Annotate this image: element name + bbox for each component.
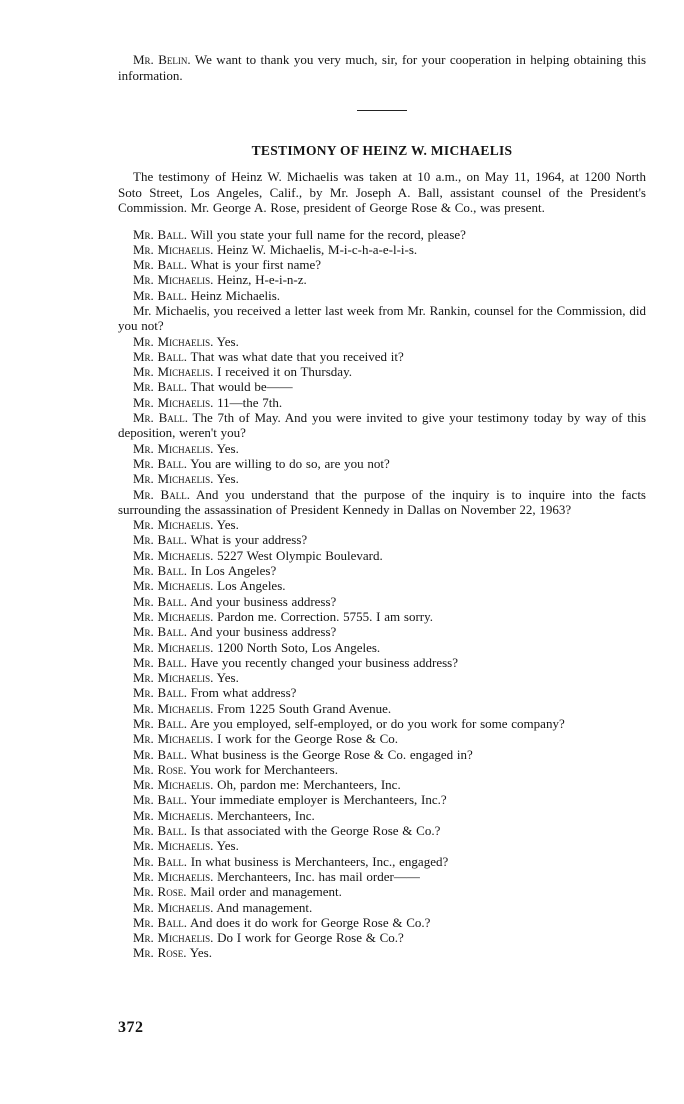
testimony-line <box>118 441 646 456</box>
testimony-line <box>118 364 646 379</box>
line-text: In what business is Merchanteers, Inc., engaged? <box>190 853 449 869</box>
testimony-line <box>118 563 646 578</box>
speaker-label: Mr. Ball. <box>133 685 187 701</box>
testimony-line <box>118 578 646 593</box>
testimony-line <box>118 349 646 364</box>
speaker-label: Mr. Ball. <box>133 746 187 762</box>
testimony-line <box>118 685 646 700</box>
line-text: Do I work for George Rose & Co.? <box>217 930 404 946</box>
speaker-label: Mr. Michaelis. <box>133 868 214 884</box>
testimony-line <box>118 823 646 838</box>
testimony-line <box>118 471 646 486</box>
line-text: You work for Merchanteers. <box>189 761 338 777</box>
line-text: Are you employed, self-employed, or do you work for some company? <box>190 716 565 731</box>
line-text: From what address? <box>190 685 297 701</box>
line-text: That was what date that you received it? <box>190 348 404 364</box>
speaker-label: Mr. Michaelis. <box>133 517 214 533</box>
speaker-label: Mr. Rose. <box>133 761 187 777</box>
line-text: Yes. <box>216 440 239 456</box>
speaker-label: Mr. Michaelis. <box>133 670 214 686</box>
line-text: From 1225 South Grand Avenue. <box>217 700 392 716</box>
line-text: 1200 North Soto, Los Angeles. <box>217 639 381 655</box>
line-text: Merchanteers, Inc. <box>217 807 315 823</box>
speaker-label: Mr. Ball. <box>133 455 187 471</box>
line-text: Yes. <box>216 838 239 854</box>
speaker-label: Mr. Ball. <box>133 654 187 670</box>
line-text: Pardon me. Correction. 5755. I am sorry. <box>217 608 434 624</box>
testimony-line <box>118 242 646 257</box>
section-divider <box>357 110 407 111</box>
testimony-line <box>118 945 646 960</box>
speaker-label: Mr. Rose. <box>133 884 187 900</box>
line-text: What is your first name? <box>190 257 322 273</box>
line-text: Heinz, H-e-i-n-z. <box>217 272 307 288</box>
testimony-line <box>118 670 646 685</box>
speaker-label: Mr. Michaelis. <box>133 838 214 854</box>
testimony-line <box>118 395 646 410</box>
line-text: I work for the George Rose & Co. <box>217 731 399 747</box>
testimony-line <box>118 334 646 349</box>
speaker-label: Mr. Ball. <box>133 914 187 930</box>
line-text: Yes. <box>216 333 239 349</box>
testimony-line <box>118 792 646 807</box>
speaker-label: Mr. Ball. <box>133 287 187 303</box>
speaker-label: Mr. Michaelis. <box>133 731 214 747</box>
testimony-line <box>118 747 646 762</box>
testimony-line <box>118 731 646 746</box>
line-text: 11—the 7th. <box>217 394 283 410</box>
line-text: Mr. Michaelis, you received a letter last week from Mr. Rankin, counsel for the Commission, did you not? <box>118 302 646 334</box>
line-text: Yes. <box>216 670 239 686</box>
testimony-line <box>118 915 646 930</box>
line-text: Yes. <box>216 471 239 487</box>
testimony-line <box>118 854 646 869</box>
speaker-label: Mr. Ball. <box>133 853 187 869</box>
speaker-label: Mr. Ball. <box>133 379 187 395</box>
testimony-line <box>118 838 646 853</box>
testimony-line <box>118 532 646 547</box>
line-text: Heinz W. Michaelis, M-i-c-h-a-e-l-i-s. <box>217 241 418 257</box>
line-text: And your business address? <box>190 624 337 640</box>
speaker-label: Mr. Ball. <box>133 624 187 640</box>
testimony-line <box>118 762 646 777</box>
line-text: Yes. <box>216 517 239 533</box>
testimony-line <box>118 227 646 242</box>
speaker-label: Mr. Ball. <box>133 486 190 502</box>
testimony-line <box>118 288 646 303</box>
line-text: Have you recently changed your business address? <box>190 654 458 670</box>
speaker-label: Mr. Ball. <box>133 563 187 579</box>
line-text: You are willing to do so, are you not? <box>190 455 390 471</box>
intro-paragraph: The testimony of Heinz W. Michaelis was taken at 10 a.m., on May 11, 1964, at 1200 North Soto Street, Los Angeles, Calif., by Mr. Joseph A. Ball, assistant counsel of the President's Commission. Mr. George A. Rose, president of George Rose & Co., was present. <box>118 169 646 215</box>
speaker-label: Mr. Michaelis. <box>133 578 214 594</box>
closing-text: We want to thank you very much, sir, for your cooperation in helping obtaining this information. <box>118 52 646 83</box>
speaker-label: Mr. Michaelis. <box>133 440 214 456</box>
speaker-label: Mr. Michaelis. <box>133 241 214 257</box>
testimony-line <box>118 716 646 731</box>
speaker-label: Mr. Rose. <box>133 945 187 961</box>
speaker-label: Mr. Michaelis. <box>133 700 214 716</box>
speaker-label: Mr. Michaelis. <box>133 807 214 823</box>
line-text: The 7th of May. And you were invited to give your testimony today by way of this deposition, weren't you? <box>118 410 647 441</box>
transcript-page <box>118 52 646 961</box>
testimony-line <box>118 930 646 945</box>
speaker-label: Mr. Michaelis. <box>133 608 214 624</box>
testimony-line <box>118 257 646 272</box>
testimony-line <box>118 624 646 639</box>
line-text: And management. <box>216 899 313 915</box>
testimony-line <box>118 869 646 884</box>
line-text: Your immediate employer is Merchanteers, Inc.? <box>190 792 447 808</box>
line-text: What is your address? <box>190 532 308 548</box>
speaker-label: Mr. Michaelis. <box>133 777 214 793</box>
speaker-label: Mr. Michaelis. <box>133 364 214 380</box>
speaker-label: Mr. Michaelis. <box>133 272 214 288</box>
line-text: What business is the George Rose & Co. engaged in? <box>190 746 473 762</box>
line-text: Oh, pardon me: Merchanteers, Inc. <box>217 777 401 793</box>
speaker-label: Mr. Ball. <box>133 823 187 839</box>
closing-paragraph <box>118 52 646 83</box>
testimony-line <box>118 517 646 532</box>
speaker-label: Mr. Michaelis. <box>133 899 214 915</box>
speaker-label: Mr. Michaelis. <box>133 547 214 563</box>
testimony-line <box>118 609 646 624</box>
speaker-label: Mr. Ball. <box>133 716 187 731</box>
speaker-label: Mr. Ball. <box>133 348 187 364</box>
line-text: Mail order and management. <box>190 884 342 900</box>
testimony-line <box>118 701 646 716</box>
line-text: In Los Angeles? <box>190 563 277 579</box>
testimony-line <box>118 884 646 899</box>
line-text: Yes. <box>189 945 212 961</box>
line-text: Heinz Michaelis. <box>190 287 281 303</box>
line-text: And does it do work for George Rose & Co.? <box>190 914 431 930</box>
speaker-label: Mr. Ball. <box>133 410 188 426</box>
speaker-label: Mr. Michaelis. <box>133 394 214 410</box>
testimony-line <box>118 777 646 792</box>
speaker-label: Mr. Ball. <box>133 257 187 273</box>
speaker-label: Mr. Michaelis. <box>133 639 214 655</box>
testimony-line <box>118 808 646 823</box>
testimony-line <box>118 379 646 394</box>
testimony-line <box>118 655 646 670</box>
testimony-line <box>118 410 646 441</box>
line-text: Merchanteers, Inc. has mail order—— <box>217 868 420 884</box>
testimony-heading: TESTIMONY OF HEINZ W. MICHAELIS <box>251 143 513 158</box>
line-text: Los Angeles. <box>217 578 286 594</box>
testimony-line <box>118 456 646 471</box>
speaker-label: Mr. Ball. <box>133 226 187 242</box>
speaker-label: Mr. Michaelis. <box>133 930 214 946</box>
line-text: Will you state your full name for the record, please? <box>190 226 466 242</box>
testimony-lines <box>118 227 646 961</box>
speaker-label: Mr. Belin. <box>133 52 191 67</box>
page-number: 372 <box>118 1019 144 1036</box>
line-text: That would be—— <box>190 379 293 395</box>
line-text: I received it on Thursday. <box>217 364 352 380</box>
testimony-line <box>118 640 646 655</box>
line-text: And you understand that the purpose of the inquiry is to inquire into the facts surrounding the assassination of President Kennedy in Dallas on November 22, 1963? <box>118 486 646 517</box>
testimony-line <box>118 900 646 915</box>
speaker-label: Mr. Ball. <box>133 532 187 548</box>
line-text: And your business address? <box>190 593 337 609</box>
speaker-label: Mr. Michaelis. <box>133 471 214 487</box>
line-text: 5227 West Olympic Boulevard. <box>217 547 383 563</box>
speaker-label: Mr. Michaelis. <box>133 333 214 349</box>
speaker-label: Mr. Ball. <box>133 593 187 609</box>
testimony-line <box>118 272 646 287</box>
speaker-label: Mr. Ball. <box>133 792 187 808</box>
line-text: Is that associated with the George Rose & Co.? <box>190 823 441 839</box>
testimony-line <box>118 303 646 334</box>
testimony-line <box>118 487 646 518</box>
testimony-line <box>118 594 646 609</box>
testimony-line <box>118 548 646 563</box>
